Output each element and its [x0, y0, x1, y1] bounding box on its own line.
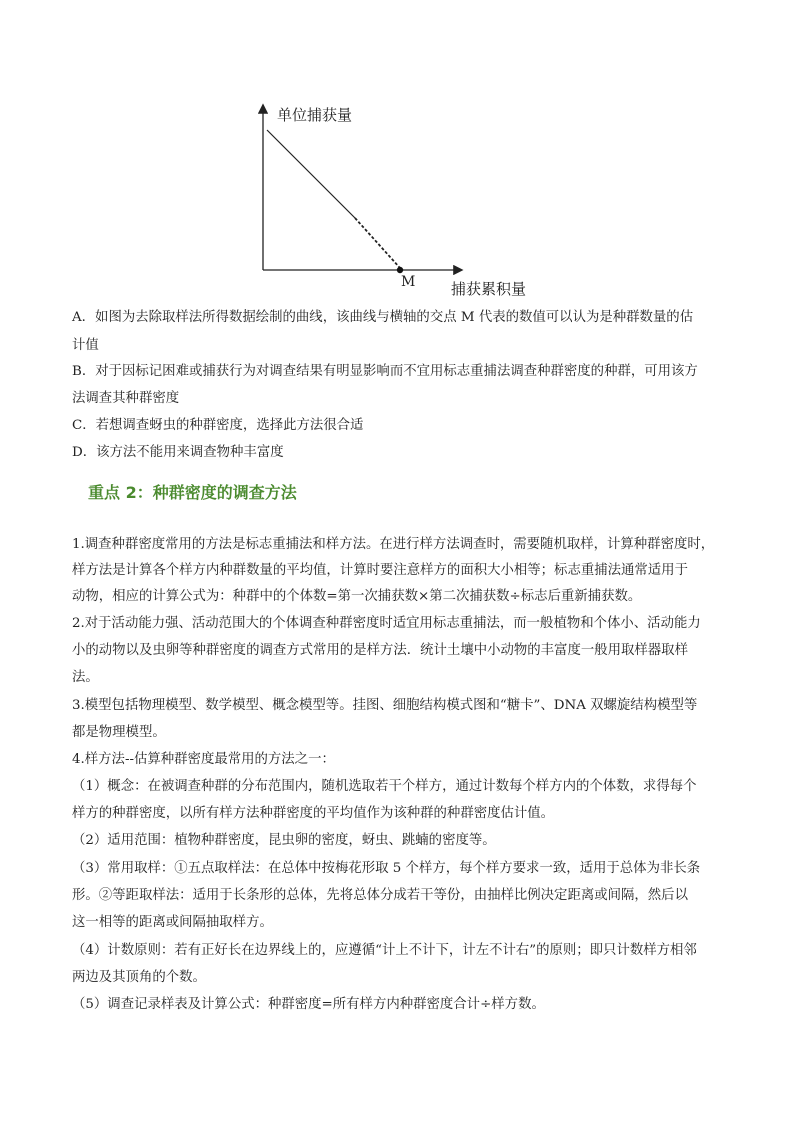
paragraph-2-line-3: 法。	[72, 670, 99, 685]
curve-solid	[267, 130, 355, 218]
y-axis-label: 单位捕获量	[277, 106, 353, 124]
paragraph-1-line-3: 动物，相应的计算公式为：种群中的个体数=第一次捕获数×第二次捕获数÷标志后重新捕获数。	[72, 589, 642, 604]
paragraph-5-line-1: （1）概念：在被调查种群的分布范围内，随机选取若干个样方，通过计数每个样方内的个体数，求得每个	[72, 779, 697, 794]
paragraph-2-line-2: 小的动物以及虫卵等种群密度的调查方式常用的是样方法．统计土壤中小动物的丰富度一般用取样器取样	[72, 643, 688, 658]
x-axis-label: 捕获累积量	[451, 280, 527, 298]
capture-curve-figure	[255, 100, 545, 300]
paragraph-9-line-1: （5）调查记录样表及计算公式：种群密度=所有样方内种群密度合计÷样方数。	[72, 997, 545, 1012]
paragraph-5-line-2: 样方的种群密度，以所有样方法种群密度的平均值作为该种群的种群密度估计值。	[72, 806, 555, 821]
paragraph-3-line-2: 都是物理模型。	[72, 725, 166, 740]
option-a-line-2: 计值	[72, 338, 99, 353]
option-b-line-1: B．对于因标记困难或捕获行为对调查结果有明显影响而不宜用标志重捕法调查种群密度的种群，可用该方	[72, 364, 698, 379]
paragraph-6-line-1: （2）适用范围：植物种群密度，昆虫卵的密度，蚜虫、跳蝻的密度等。	[72, 833, 496, 848]
paragraph-8-line-1: （4）计数原则：若有正好长在边界线上的，应遵循“计上不计下，计左不计右”的原则；即只计数样方相邻	[72, 943, 697, 958]
paragraph-7-line-2: 形。②等距取样法：适用于长条形的总体，先将总体分成若干等份，由抽样比例决定距离或间隔，然后以	[72, 888, 688, 903]
capture-curve-graph	[255, 100, 545, 300]
paragraph-7-line-3: 这一相等的距离或间隔抽取样方。	[72, 915, 273, 930]
option-d: D．该方法不能用来调查物种丰富度	[72, 445, 284, 460]
option-b-line-2: 法调查其种群密度	[72, 391, 180, 406]
paragraph-2-line-1: 2.对于活动能力强、活动范围大的个体调查种群密度时适宜用标志重捕法，而一般植物和个体小、活动能力	[72, 616, 701, 631]
paragraph-8-line-2: 两边及其顶角的个数。	[72, 970, 206, 985]
paragraph-1-line-1: 1.调查种群密度常用的方法是标志重捕法和样方法。在进行样方法调查时，需要随机取样，计算种群密度时，	[72, 537, 715, 552]
option-a-line-1: A．如图为去除取样法所得数据绘制的曲线，该曲线与横轴的交点 M 代表的数值可以认为是种群数量的估	[72, 310, 694, 325]
paragraph-1-line-2: 样方法是计算各个样方内种群数量的平均值，计算时要注意样方的面积大小相等；标志重捕法通常适用于	[72, 563, 688, 578]
point-m-label: M	[401, 274, 416, 290]
paragraph-3-line-1: 3.模型包括物理模型、数学模型、概念模型等。挂图、细胞结构模式图和“糖卡”、DNA 双螺旋结构模型等	[72, 698, 698, 713]
paragraph-7-line-1: （3）常用取样：①五点取样法：在总体中按梅花形取 5 个样方，每个样方要求一致，适用于总体为非长条	[72, 861, 701, 876]
intersection-point-m	[397, 267, 403, 273]
paragraph-4-line-1: 4.样方法--估算种群密度最常用的方法之一：	[72, 752, 335, 767]
curve-extrapolated	[355, 218, 400, 268]
section-heading: 重点 2：种群密度的调查方法	[88, 483, 297, 502]
option-c: C．若想调查蚜虫的种群密度，选择此方法很合适	[72, 418, 364, 433]
